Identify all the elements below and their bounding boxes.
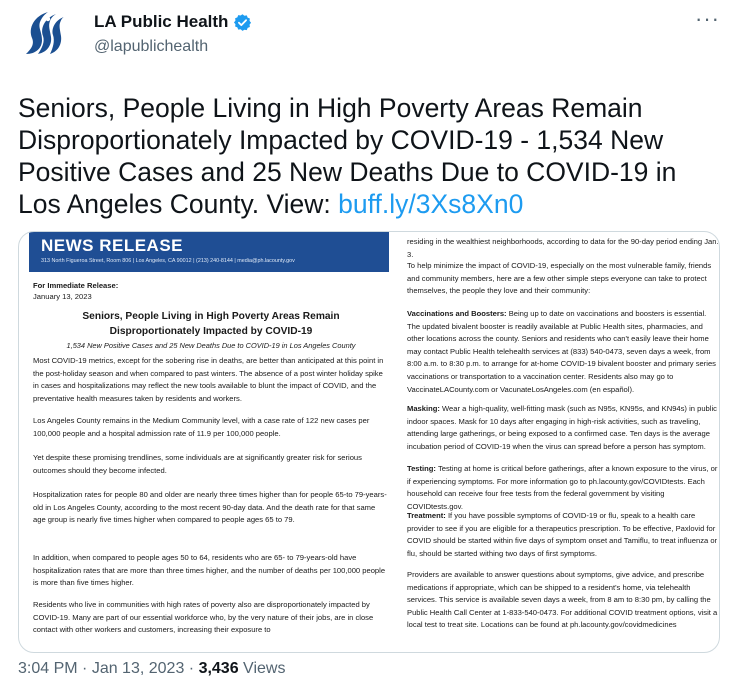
- account-handle[interactable]: @lapublichealth: [94, 38, 209, 55]
- vaccination-section: [407, 308, 719, 396]
- verified-badge-icon: [233, 13, 252, 32]
- news-release-banner: [29, 232, 389, 272]
- left-paragraph: Los Angeles County remains in the Medium Community level, with a case rate of 122 new cases per 100,000 people and a hospital admission rate of 11.9 per 100,000 people.: [33, 416, 370, 438]
- section-body: If you have possible symptoms of COVID-19 or flu, speak to a health care provider to see if you are eligible for a therapeutics prescription. To be effective, Paxlovid for COVID should be started within five days of symptom onset and Tamiflu, to treat influenza or flu, should be started withing two days of first symptoms.: [407, 511, 718, 558]
- immediate-release-label: For Immediate Release:: [33, 281, 119, 290]
- left-paragraph: Hospitalization rates for people 80 and older are nearly three times higher than for people 65-to 79-years-old in Los Angeles County, according to the most recent 90-day data. And the death rate for that same age group is nearly five times higher when compared to people ages 65 to 79.: [33, 490, 387, 525]
- tweet-date[interactable]: Jan 13, 2023: [91, 660, 185, 677]
- tweet-meta: [18, 660, 285, 678]
- tweet-time[interactable]: 3:04 PM: [18, 660, 78, 677]
- masking-section: [407, 403, 719, 453]
- document-right-column: [401, 232, 720, 653]
- release-date: January 13, 2023: [33, 292, 92, 301]
- meta-separator: ·: [184, 660, 199, 677]
- banner-title: NEWS RELEASE: [41, 236, 184, 255]
- treatment-section: [407, 510, 719, 560]
- left-paragraph: Most COVID-19 metrics, except for the sobering rise in deaths, are better than anticipated at this point in the post-holiday season and when compared to past winters. The absence of a post winter holiday spike in cases and hospitalizations may reflect the new tools available to blunt the impact of COVID, and the preventative health measures taken by residents and workers.: [33, 356, 384, 403]
- left-paragraph: Yet despite these promising trendlines, some individuals are at significantly greater risk for serious outcomes should they become infected.: [33, 453, 362, 475]
- news-release-document: [19, 232, 720, 653]
- right-intro: To help minimize the impact of COVID-19, especially on the most vulnerable family, friends and community members, here are a few other simple steps everyone can take to protect themselves, the people they love and their community:: [407, 261, 712, 296]
- section-body: Providers are available to answer questions about symptoms, give advice, and prescribe medications if appropriate, which can be shipped to a resident's home, via telehealth services. This service is available seven days a week, from 8 am to 8:30 pm, by calling the Public Health Call Center at 1-833-540-0473. For additional COVID treatment options, visit a local test to treat site. Locations can be found at ph.lacounty.gov/covidmedicines: [407, 570, 718, 630]
- tweet-header: [18, 8, 720, 64]
- views-count[interactable]: 3,436: [198, 660, 239, 677]
- headline-line-1: Seniors, People Living in High Poverty Areas Remain: [82, 311, 340, 322]
- section-heading: Treatment:: [407, 511, 446, 520]
- display-name-row: [94, 12, 252, 32]
- left-paragraph: Residents who live in communities with high rates of poverty also are disproportionately impacted by COVID-19. Many are part of our essential workforce who, by the very nature of their jobs, are in close contact with other workers and customers, increasing their exposure to: [33, 600, 374, 635]
- section-body: Wear a high-quality, well-fitting mask (such as N95s, KN95s, and KN94s) in public indoor spaces. Mask for 10 days after engaging in high-risk activities, such as traveling, attending large gatherings, or being exposed to a confirmed case. Ten days is the average incubation period of COVID-19 when the virus can spread before a person has symptom.: [407, 404, 717, 451]
- testing-section: [407, 463, 719, 513]
- right-intro-top: residing in the wealthiest neighborhoods, according to data for the 90-day period ending Jan. 3.: [407, 237, 719, 259]
- document-left-column: [19, 232, 395, 653]
- views-label: Views: [238, 660, 286, 677]
- headline-line-2: Disproportionately Impacted by COVID-19: [109, 326, 313, 337]
- section-heading: Testing:: [407, 464, 436, 473]
- account-names: [94, 12, 252, 56]
- tweet-media-image[interactable]: [18, 231, 720, 653]
- tweet-body: Seniors, People Living in High Poverty Areas Remain Disproportionately Impacted by COVID-19 - 1,534 New Positive Cases and 25 New Deaths Due to COVID-19 in Los Angeles County. View:: [18, 93, 677, 219]
- left-paragraph: In addition, when compared to people ages 50 to 64, residents who are 65- to 79-years-old have hospitalization rates that are more than three times higher, and the number of deaths per 100,000 people is more than five times higher.: [33, 553, 386, 588]
- meta-separator: ·: [77, 660, 92, 677]
- section-heading: Vaccinations and Boosters:: [407, 309, 507, 318]
- tweet-link[interactable]: buff.ly/3Xs8Xn0: [338, 189, 524, 219]
- la-public-health-logo-icon[interactable]: [18, 8, 72, 62]
- section-heading: Masking:: [407, 404, 440, 413]
- more-options-icon[interactable]: ···: [695, 6, 720, 31]
- providers-section: [407, 569, 719, 632]
- section-body: Being up to date on vaccinations and boosters is essential. The updated bivalent booster is readily available at Public Health sites, pharmacies, and other locations across the county. Seniors and residents who can't easily leave their home may contact Public Health telehealth services at (833) 540-0473, seven days a week, from 8:00 a.m. to 8:30 p.m. to arrange for at-home COVID-19 bivalent booster and primary series vaccinations or transportation to a vaccination center. Residents also may go to VaccinateLACounty.com or VacunateLosAngeles.com (en español).: [407, 309, 716, 394]
- banner-address: 313 North Figueroa Street, Room 806 | Los Angeles, CA 90012 | (213) 240-8144 | media@ph.lacounty.gov: [41, 258, 295, 264]
- subheadline: 1,534 New Positive Cases and 25 New Deaths Due to COVID-19 in Los Angeles County: [66, 341, 356, 350]
- section-body: Testing at home is critical before gatherings, after a known exposure to the virus, or if experiencing symptoms. For more information go to ph.lacounty.gov/COVIDtests. Each household can receive four free tests from the federal government by visiting COVIDtests.gov.: [407, 464, 718, 511]
- display-name[interactable]: LA Public Health: [94, 12, 229, 31]
- tweet-text: [18, 92, 724, 220]
